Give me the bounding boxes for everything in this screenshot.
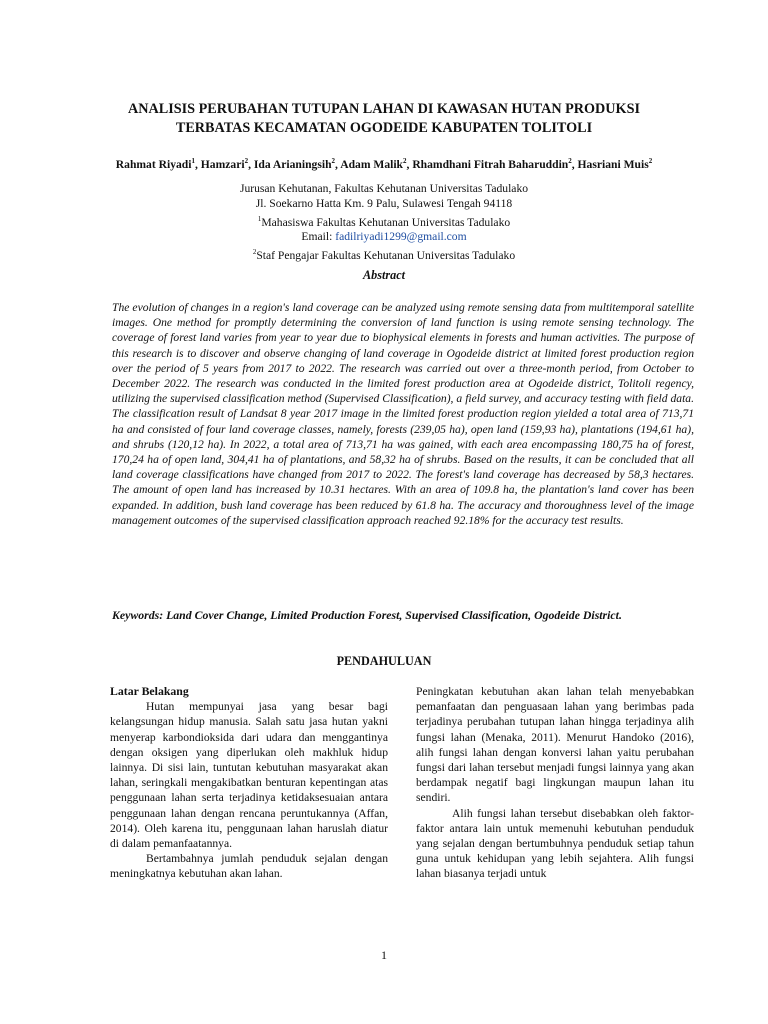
affiliation-block — [100, 182, 668, 264]
affiliation-address: Jl. Soekarno Hatta Km. 9 Palu, Sulawesi Tengah 94118 — [255, 196, 513, 210]
author: Ida Arianingsih — [253, 157, 332, 171]
author-list: Rahmat Riyadi$^1$, Hamzari$^2$, Ida Arianingsih$^2$, Adam Malik$^2$, Rhamdhani Fitrah Baharuddin$^2$, Hasriani Muis$^2$ — [115, 157, 653, 171]
affiliation-dept: Jurusan Kehutanan, Fakultas Kehutanan Universitas Tadulako — [239, 182, 529, 195]
author: Adam Malik — [340, 157, 404, 171]
author-affil-mark: 2 — [648, 157, 653, 165]
author: Hamzari — [200, 157, 245, 171]
title-line-2: TERBATAS KECAMATAN OGODEIDE KABUPATEN TOLITOLI — [175, 120, 593, 136]
abstract-body: The evolution of changes in a region's land coverage can be analyzed using remote sensing data from multitemporal satellite images. One method for promptly determining the conversion of land function is using remote sensing technology. The coverage of forest land varies from year to year due to biophysical elements in forests and human activities. The purpose of this research is to discover and observe changing of land coverage in Ogodeide district at limited forest production region over the period of 5 years from 2017 to 2022. The research was carried out over a three-month period, from October to December 2022. The research was conducted in the limited forest production area at Ogodeide district, Tolitoli regency, utilizing the supervised classification method (Supervised Classification), a field survey, and accuracy testing with field data. The classification result of Landsat 8 year 2017 image in the limited forest production region yielded a total area of 713,71 ha and consisted of four land coverage classes, namely, forests (239,05 ha), open land (159,93 ha), plantations (194,61 ha), and shrubs (120,12 ha). In 2022, a total area of 713,71 ha was gained, with each area encompassing 180,75 ha of forest, 170,24 ha of open land, 304,41 ha of plantations, and 58,32 ha of shrubs. Based on the results, it can be concluded that all land coverage classifications have changed from 2017 to 2022. The forest's land coverage has decreased by 58,3 hectares. The amount of open land has increased by 10.31 hectares. With an area of 109.8 ha, the plantation's land cover has been expanded. In addition, bush land coverage has been reduced by 61.8 ha. The accuracy and thoroughness level of the image management outcomes of the supervised classification approach reached 92.18% for the accuracy test results. — [112, 301, 694, 527]
title-line-1: ANALISIS PERUBAHAN TUTUPAN LAHAN DI KAWASAN HUTAN PRODUKSI — [128, 101, 640, 117]
affil-mark: 1 — [257, 214, 262, 223]
author-affil-mark: 2 — [403, 157, 407, 165]
author-affil-mark: 1 — [191, 157, 195, 165]
author-affil-mark: 2 — [244, 157, 249, 165]
author-affil-mark: 2 — [331, 157, 336, 165]
paragraph: Bertambahnya jumlah penduduk sejalan dengan meningkatnya kebutuhan akan lahan. — [110, 852, 388, 881]
paper-title — [90, 100, 678, 138]
affiliation-email-line — [100, 230, 668, 245]
subsection-heading: Latar Belakang — [110, 684, 189, 698]
paragraph: Alih fungsi lahan tersebut disebabkan oleh faktor-faktor antara lain untuk memenuhi kebutuhan penduduk yang sejalan dengan bertumbuhnya penduduk setiap tahun guna untuk kehidupan yang lebih sejahtera. Alih fungsi lahan biasanya terjadi untuk — [416, 806, 694, 881]
paragraph: Hutan mempunyai jasa yang besar bagi kelangsungan hidup manusia. Salah satu jasa hutan yakni menyerap karbondioksida dari udara dan menggantinya dengan oksigen yang diperlukan oleh makhluk hidup lainnya. Di sisi lain, tuntutan kebutuhan masyarakat akan lahan, seringkali mengakibatkan benturan kepentingan atas penggunaan lahan serta terjadinya ketidaksesuaian antara penggunaan lahan dengan rencana peruntukannya (Affan, 2014). Oleh karena itu, penggunaan lahan haruslah diatur di dalam pemanfaatannya. — [110, 700, 388, 851]
email-link[interactable]: fadilriyadi1299@gmail.com — [335, 230, 467, 244]
right-column — [416, 684, 694, 882]
keywords: Keywords: Land Cover Change, Limited Production Forest, Supervised Classification, Ogodeide District. — [112, 608, 622, 622]
author: Rhamdhani Fitrah Baharuddin — [412, 157, 569, 171]
affiliation-note-2: $^2$Staf Pengajar Fakultas Kehutanan Universitas Tadulako — [252, 248, 516, 262]
section-heading: PENDAHULUAN — [336, 654, 432, 668]
paragraph: Peningkatan kebutuhan akan lahan telah menyebabkan pemanfaatan dan penguasaan lahan yang berimbas pada terjadinya perubahan tutupan lahan hingga terjadinya alih fungsi lahan (Menaka, 2011). Menurut Handoko (2016), alih fungsi lahan dengan konversi lahan yaitu perubahan fungsi dari lahan tersebut menjadi fungsi lainnya yang akan berdampak negatif bagi lingkungan maupun lahan itu sendiri. — [416, 685, 694, 805]
left-column — [110, 684, 388, 882]
author-affil-mark: 2 — [568, 157, 572, 165]
author: Rahmat Riyadi — [115, 157, 192, 171]
page-number: 1 — [381, 948, 387, 962]
author: Hasriani Muis — [577, 157, 649, 171]
email-label: Email: — [301, 230, 333, 244]
affiliation-note-1: $^1$Mahasiswa Fakultas Kehutanan Universitas Tadulako — [257, 214, 511, 229]
abstract-heading: Abstract — [363, 268, 405, 282]
affil-mark: 2 — [252, 248, 257, 257]
